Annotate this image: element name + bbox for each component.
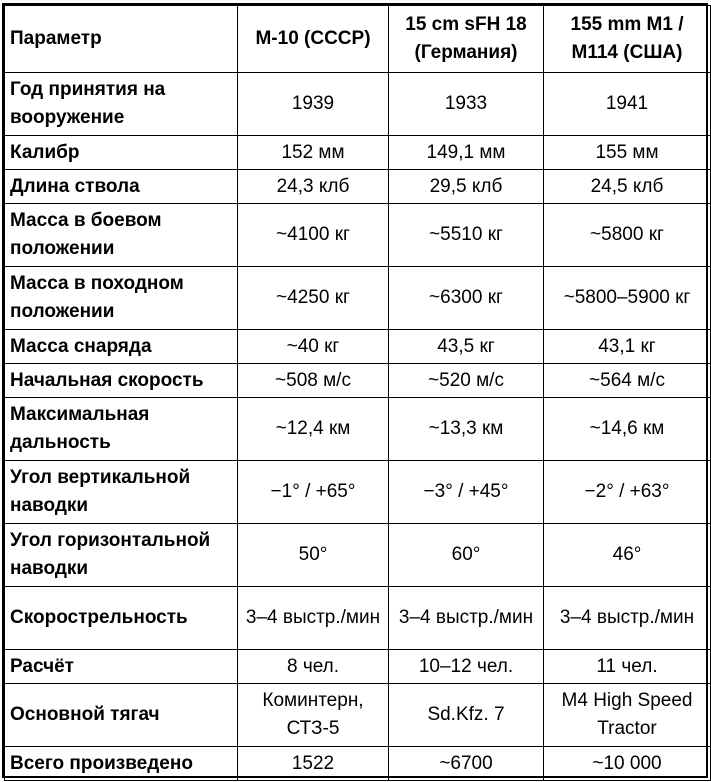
row-label: Всего произведено [5, 747, 238, 781]
cell-m114: ~5800 кг [544, 204, 711, 267]
artillery-comparison-table [4, 5, 711, 781]
cell-m114: 11 чел. [544, 650, 711, 684]
cell-sfh18: 1933 [389, 73, 544, 136]
cell-m114: ~14,6 км [544, 398, 711, 461]
cell-sfh18: ~6300 кг [389, 267, 544, 330]
row-label: Угол горизонтальной наводки [5, 524, 238, 587]
table-row [5, 204, 711, 267]
cell-m10: 3–4 выстр./мин [238, 587, 389, 650]
cell-sfh18: −3° / +45° [389, 461, 544, 524]
cell-m114: ~564 м/с [544, 364, 711, 398]
row-label: Масса в боевом положении [5, 204, 238, 267]
cell-sfh18: 149,1 мм [389, 136, 544, 170]
cell-sfh18: 60° [389, 524, 544, 587]
table-body [5, 73, 711, 781]
header-m114: 155 mm M1 / M114 (США) [544, 6, 711, 73]
cell-m10: 152 мм [238, 136, 389, 170]
cell-m10: −1° / +65° [238, 461, 389, 524]
table-row [5, 684, 711, 747]
row-label: Угол вертикальной наводки [5, 461, 238, 524]
row-label: Основной тягач [5, 684, 238, 747]
cell-m114: 43,1 кг [544, 330, 711, 364]
row-label: Расчёт [5, 650, 238, 684]
cell-m114: 24,5 клб [544, 170, 711, 204]
table-row [5, 364, 711, 398]
table-row [5, 524, 711, 587]
cell-m114: ~5800–5900 кг [544, 267, 711, 330]
header-parameter: Параметр [5, 6, 238, 73]
table-row [5, 267, 711, 330]
cell-m114: 46° [544, 524, 711, 587]
cell-sfh18: 29,5 клб [389, 170, 544, 204]
cell-m10: ~12,4 км [238, 398, 389, 461]
row-label: Масса в походном положении [5, 267, 238, 330]
cell-m114: 155 мм [544, 136, 711, 170]
table-row [5, 650, 711, 684]
header-sfh18: 15 cm sFH 18 (Германия) [389, 6, 544, 73]
table-row [5, 136, 711, 170]
header-row [5, 6, 711, 73]
row-label: Длина ствола [5, 170, 238, 204]
cell-sfh18: ~520 м/с [389, 364, 544, 398]
row-label: Максимальная дальность [5, 398, 238, 461]
table-row [5, 170, 711, 204]
cell-sfh18: Sd.Kfz. 7 [389, 684, 544, 747]
row-label: Калибр [5, 136, 238, 170]
table-row [5, 461, 711, 524]
cell-m10: ~40 кг [238, 330, 389, 364]
cell-m10: 24,3 клб [238, 170, 389, 204]
row-label: Год принятия на вооружение [5, 73, 238, 136]
cell-m10: 1522 [238, 747, 389, 781]
table-row [5, 398, 711, 461]
cell-m10: 1939 [238, 73, 389, 136]
row-label: Скорострельность [5, 587, 238, 650]
cell-sfh18: 10–12 чел. [389, 650, 544, 684]
table-row [5, 330, 711, 364]
cell-m10: ~4100 кг [238, 204, 389, 267]
table-row [5, 73, 711, 136]
cell-m10: ~4250 кг [238, 267, 389, 330]
cell-m114: ~10 000 [544, 747, 711, 781]
cell-m114: −2° / +63° [544, 461, 711, 524]
cell-m10: Коминтерн, СТЗ-5 [238, 684, 389, 747]
table-header [5, 6, 711, 73]
table-row [5, 747, 711, 781]
table-row [5, 587, 711, 650]
row-label: Начальная скорость [5, 364, 238, 398]
cell-m114: 1941 [544, 73, 711, 136]
cell-sfh18: ~5510 кг [389, 204, 544, 267]
header-m10: M-10 (СССР) [238, 6, 389, 73]
cell-sfh18: ~13,3 км [389, 398, 544, 461]
cell-m10: 8 чел. [238, 650, 389, 684]
cell-sfh18: 3–4 выстр./мин [389, 587, 544, 650]
row-label: Масса снаряда [5, 330, 238, 364]
cell-m114: M4 High Speed Tractor [544, 684, 711, 747]
cell-sfh18: 43,5 кг [389, 330, 544, 364]
cell-m114: 3–4 выстр./мин [544, 587, 711, 650]
cell-sfh18: ~6700 [389, 747, 544, 781]
comparison-table-frame [2, 3, 708, 778]
cell-m10: ~508 м/с [238, 364, 389, 398]
cell-m10: 50° [238, 524, 389, 587]
